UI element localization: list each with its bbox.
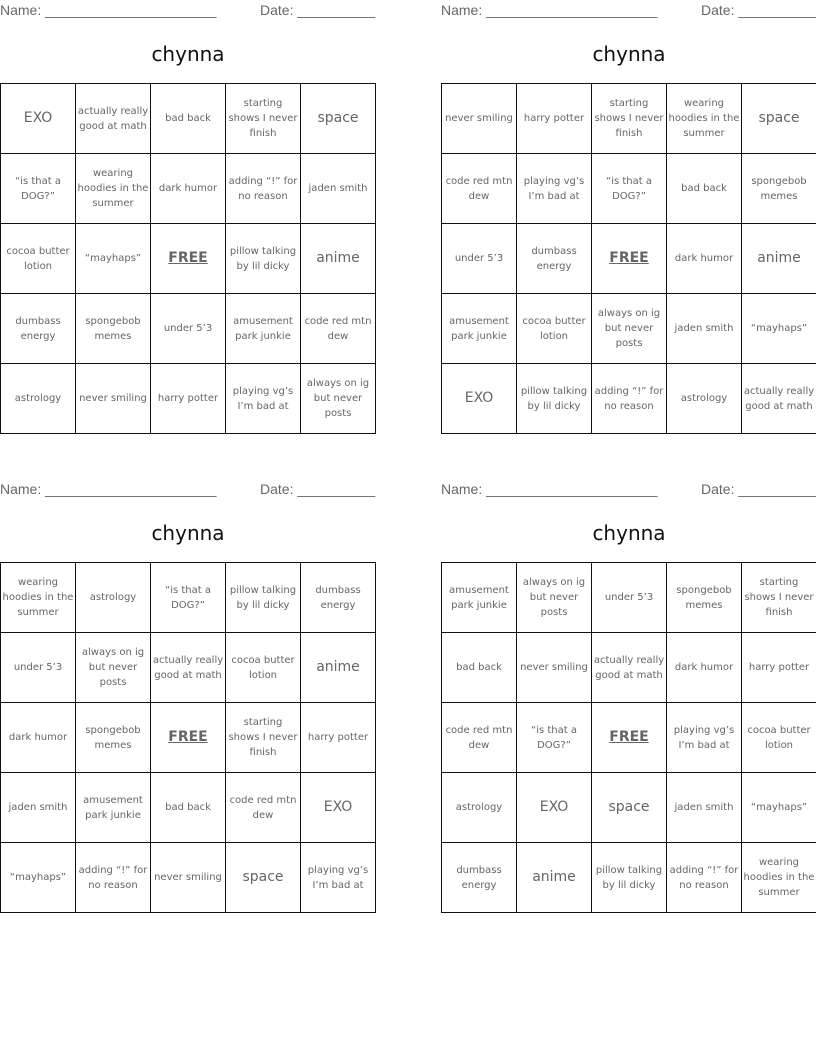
bingo-cell: code red mtn dew xyxy=(301,294,376,364)
bingo-cell: amusement park junkie xyxy=(226,294,301,364)
bingo-row xyxy=(1,154,376,224)
date-field: Date: __________ xyxy=(260,2,376,18)
bingo-cell: never smiling xyxy=(151,843,226,913)
bingo-cell: amusement park junkie xyxy=(76,773,151,843)
bingo-cell: dark humor xyxy=(667,224,742,294)
card-header xyxy=(441,2,816,22)
bingo-cell: dumbass energy xyxy=(442,843,517,913)
bingo-cell: anime xyxy=(301,633,376,703)
bingo-cell: under 5’3 xyxy=(1,633,76,703)
bingo-cell: harry potter xyxy=(517,84,592,154)
bingo-cell: adding “!” for no reason xyxy=(592,364,667,434)
bingo-cell: anime xyxy=(517,843,592,913)
bingo-cell: under 5’3 xyxy=(592,563,667,633)
bingo-cell: starting shows I never finish xyxy=(742,563,816,633)
bingo-cell: always on ig but never posts xyxy=(517,563,592,633)
card-title: chynna xyxy=(151,42,225,66)
bingo-cell: bad back xyxy=(442,633,517,703)
name-field: Name: ______________________ xyxy=(441,481,658,497)
bingo-cell: playing vg’s I’m bad at xyxy=(301,843,376,913)
bingo-row xyxy=(1,84,376,154)
date-field: Date: __________ xyxy=(701,481,816,497)
bingo-row xyxy=(442,364,816,434)
bingo-cell: spongebob memes xyxy=(76,703,151,773)
bingo-cell: amusement park junkie xyxy=(442,294,517,364)
bingo-row xyxy=(1,843,376,913)
bingo-cell: harry potter xyxy=(151,364,226,434)
bingo-cell: astrology xyxy=(442,773,517,843)
bingo-cell: dark humor xyxy=(1,703,76,773)
bingo-cell: wearing hoodies in the summer xyxy=(76,154,151,224)
bingo-cell: dumbass energy xyxy=(1,294,76,364)
bingo-cell: playing vg’s I’m bad at xyxy=(517,154,592,224)
bingo-cell: wearing hoodies in the summer xyxy=(742,843,816,913)
bingo-cell: code red mtn dew xyxy=(442,154,517,224)
bingo-cell: “is that a DOG?” xyxy=(151,563,226,633)
bingo-cell: astrology xyxy=(1,364,76,434)
bingo-cell: jaden smith xyxy=(667,294,742,364)
bingo-cell: pillow talking by lil dicky xyxy=(592,843,667,913)
free-space-cell: FREE xyxy=(592,703,667,773)
bingo-cell: bad back xyxy=(667,154,742,224)
bingo-row xyxy=(1,364,376,434)
bingo-cell: actually really good at math xyxy=(742,364,816,434)
bingo-cell: “mayhaps” xyxy=(76,224,151,294)
bingo-row xyxy=(1,703,376,773)
date-field: Date: __________ xyxy=(260,481,376,497)
free-space-cell: FREE xyxy=(592,224,667,294)
bingo-cell: EXO xyxy=(442,364,517,434)
card-header xyxy=(0,2,376,22)
bingo-row xyxy=(442,84,816,154)
bingo-cell: never smiling xyxy=(442,84,517,154)
bingo-cell: actually really good at math xyxy=(151,633,226,703)
free-space-cell: FREE xyxy=(151,224,226,294)
bingo-row xyxy=(442,154,816,224)
bingo-cell: dark humor xyxy=(151,154,226,224)
bingo-cell: “mayhaps” xyxy=(742,294,816,364)
bingo-cell: EXO xyxy=(1,84,76,154)
bingo-cell: starting shows I never finish xyxy=(226,703,301,773)
bingo-cell: “is that a DOG?” xyxy=(1,154,76,224)
bingo-cell: cocoa butter lotion xyxy=(742,703,816,773)
bingo-row xyxy=(442,294,816,364)
bingo-row xyxy=(442,843,816,913)
card-title: chynna xyxy=(592,42,666,66)
bingo-cell: anime xyxy=(301,224,376,294)
bingo-row xyxy=(442,633,816,703)
card-title: chynna xyxy=(592,521,666,545)
name-field: Name: ______________________ xyxy=(441,2,658,18)
bingo-cell: never smiling xyxy=(76,364,151,434)
bingo-cell: code red mtn dew xyxy=(226,773,301,843)
bingo-cell: always on ig but never posts xyxy=(301,364,376,434)
bingo-cell: wearing hoodies in the summer xyxy=(667,84,742,154)
bingo-row xyxy=(1,563,376,633)
bingo-cell: EXO xyxy=(517,773,592,843)
bingo-cell: astrology xyxy=(667,364,742,434)
bingo-cell: starting shows I never finish xyxy=(592,84,667,154)
bingo-cell: “is that a DOG?” xyxy=(517,703,592,773)
bingo-cell: adding “!” for no reason xyxy=(667,843,742,913)
bingo-cell: harry potter xyxy=(301,703,376,773)
bingo-cell: wearing hoodies in the summer xyxy=(1,563,76,633)
bingo-cell: adding “!” for no reason xyxy=(226,154,301,224)
bingo-cell: space xyxy=(592,773,667,843)
card-header xyxy=(441,481,816,501)
bingo-cell: anime xyxy=(742,224,816,294)
bingo-cell: dumbass energy xyxy=(301,563,376,633)
bingo-cell: playing vg’s I’m bad at xyxy=(667,703,742,773)
bingo-cell: never smiling xyxy=(517,633,592,703)
bingo-cell: space xyxy=(226,843,301,913)
bingo-cell: cocoa butter lotion xyxy=(226,633,301,703)
bingo-cell: actually really good at math xyxy=(76,84,151,154)
bingo-cell: spongebob memes xyxy=(742,154,816,224)
bingo-cell: pillow talking by lil dicky xyxy=(226,224,301,294)
bingo-cell: astrology xyxy=(76,563,151,633)
date-field: Date: __________ xyxy=(701,2,816,18)
bingo-cell: under 5’3 xyxy=(151,294,226,364)
bingo-cell: “is that a DOG?” xyxy=(592,154,667,224)
bingo-row xyxy=(442,224,816,294)
card-header xyxy=(0,481,376,501)
name-field: Name: ______________________ xyxy=(0,481,217,497)
bingo-cell: starting shows I never finish xyxy=(226,84,301,154)
bingo-row xyxy=(1,773,376,843)
bingo-row xyxy=(442,563,816,633)
bingo-grid xyxy=(0,83,376,434)
bingo-cell: actually really good at math xyxy=(592,633,667,703)
free-space-cell: FREE xyxy=(151,703,226,773)
bingo-grid xyxy=(0,562,376,913)
bingo-cell: amusement park junkie xyxy=(442,563,517,633)
bingo-cell: code red mtn dew xyxy=(442,703,517,773)
bingo-row xyxy=(1,633,376,703)
bingo-row xyxy=(442,703,816,773)
bingo-row xyxy=(1,294,376,364)
bingo-cell: cocoa butter lotion xyxy=(517,294,592,364)
bingo-cell: dumbass energy xyxy=(517,224,592,294)
bingo-cell: cocoa butter lotion xyxy=(1,224,76,294)
bingo-cell: pillow talking by lil dicky xyxy=(226,563,301,633)
bingo-cell: spongebob memes xyxy=(667,563,742,633)
bingo-cell: “mayhaps” xyxy=(1,843,76,913)
bingo-cell: spongebob memes xyxy=(76,294,151,364)
card-title: chynna xyxy=(151,521,225,545)
bingo-cell: jaden smith xyxy=(667,773,742,843)
bingo-cell: space xyxy=(742,84,816,154)
bingo-cell: playing vg’s I’m bad at xyxy=(226,364,301,434)
bingo-cell: “mayhaps” xyxy=(742,773,816,843)
bingo-cell: jaden smith xyxy=(1,773,76,843)
bingo-cell: under 5’3 xyxy=(442,224,517,294)
bingo-cell: jaden smith xyxy=(301,154,376,224)
bingo-cell: always on ig but never posts xyxy=(592,294,667,364)
name-field: Name: ______________________ xyxy=(0,2,217,18)
bingo-cell: bad back xyxy=(151,773,226,843)
bingo-cell: harry potter xyxy=(742,633,816,703)
bingo-row xyxy=(442,773,816,843)
bingo-cell: bad back xyxy=(151,84,226,154)
bingo-cell: always on ig but never posts xyxy=(76,633,151,703)
bingo-row xyxy=(1,224,376,294)
bingo-cell: adding “!” for no reason xyxy=(76,843,151,913)
bingo-cell: space xyxy=(301,84,376,154)
bingo-cell: dark humor xyxy=(667,633,742,703)
bingo-cell: pillow talking by lil dicky xyxy=(517,364,592,434)
bingo-cell: EXO xyxy=(301,773,376,843)
bingo-grid xyxy=(441,562,816,913)
bingo-grid xyxy=(441,83,816,434)
